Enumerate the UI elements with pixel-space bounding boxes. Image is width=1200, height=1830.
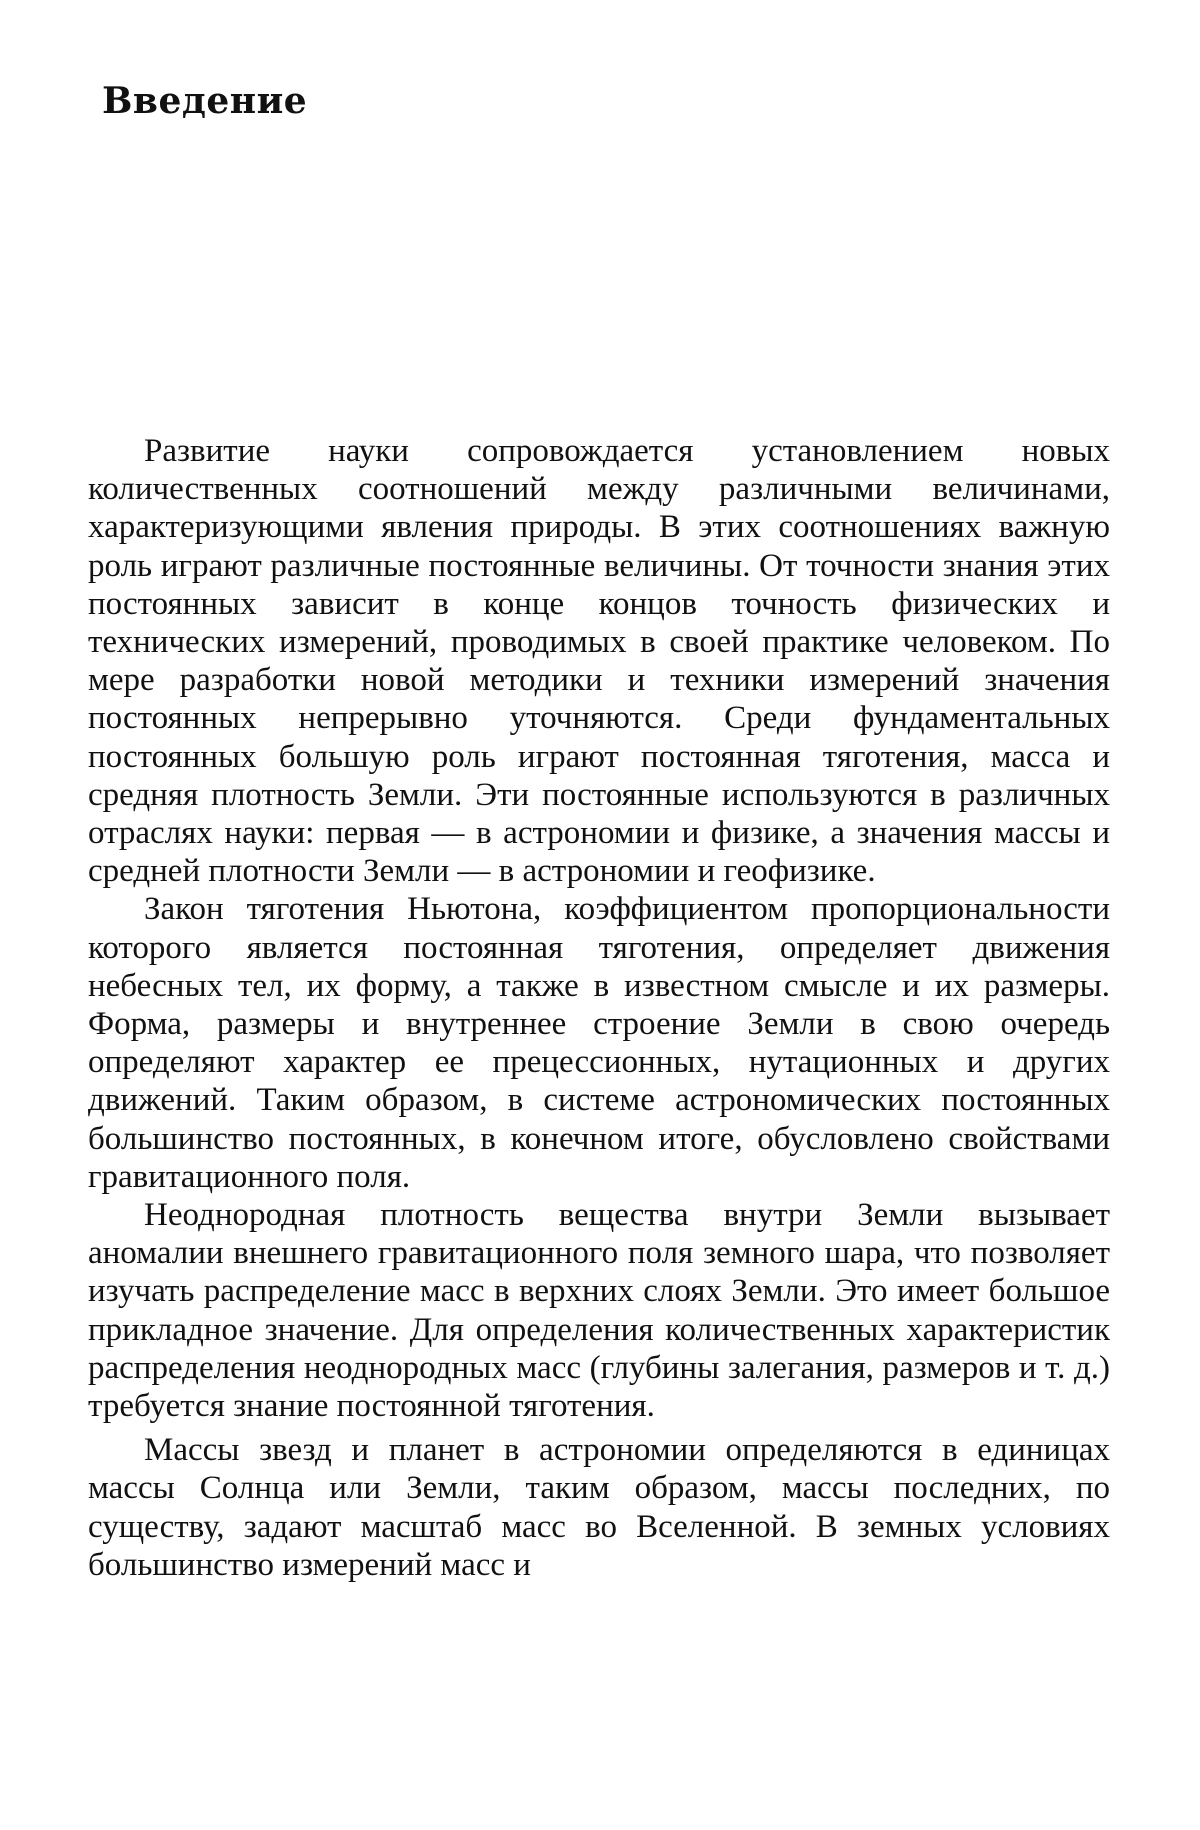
paragraph-2: Закон тяготения Ньютона, коэффициентом пропорциональности которого является постоянная тяготения, определяет движения небесных тел, их форму, а также в известном смысле и их размеры. Форма, размеры и внутреннее строение Земли в свою очередь определяют характер ее прецессионных, нутационных и других движений. Таким образом, в системе астрономических постоянных большинство постоянных, в конечном итоге, обусловлено свойствами гравитационного поля. <box>88 891 1110 1195</box>
paragraph-3: Неоднородная плотность вещества внутри Земли вызывает аномалии внешнего гравитационного поля земного шара, что позволяет изучать распределение масс в верхних слоях Земли. Это имеет большое прикладное значение. Для определения количественных характеристик распределения неоднородных масс (глубины залегания, размеров и т. д.) требуется знание постоянной тяготения. <box>88 1197 1110 1425</box>
chapter-title: Введение <box>102 80 308 122</box>
paragraph-1: Развитие науки сопровождается установлением новых количественных соотношений между различными величинами, характеризующими явления природы. В этих соотношениях важную роль играют различные постоянные величины. От точности знания этих постоянных зависит в конце концов точность физических и технических измерений, проводимых в своей практике человеком. По мере разработки новой методики и техники измерений значения постоянных непрерывно уточняются. Среди фундаментальных постоянных большую роль играют постоянная тяготения, масса и средняя плотность Земли. Эти постоянные используются в различных отраслях науки: первая — в астрономии и физике, а значения массы и средней плотности Земли — в астрономии и геофизике. <box>88 433 1110 890</box>
paragraph-4: Массы звезд и планет в астрономии определяются в единицах массы Солнца или Земли, таким образом, массы последних, по существу, задают масштаб масс во Вселенной. В земных условиях большинство измерений масс и <box>88 1432 1110 1583</box>
body-text <box>88 432 1110 1584</box>
